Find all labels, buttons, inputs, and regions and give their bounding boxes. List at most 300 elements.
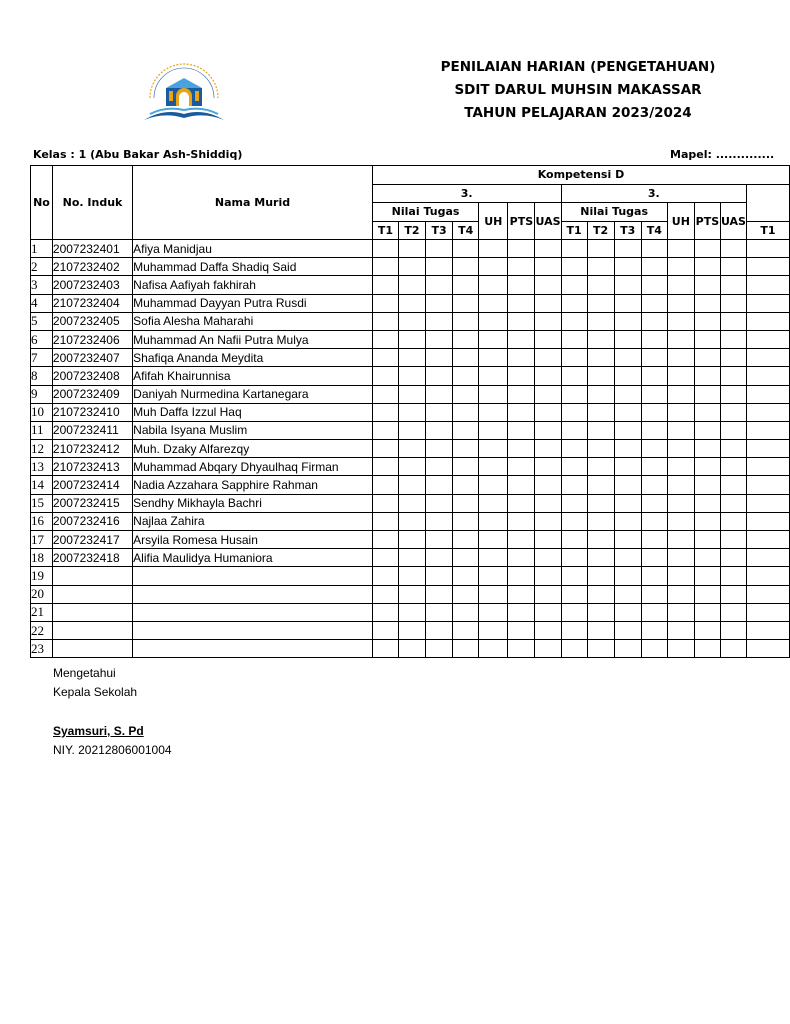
row-no: 21	[31, 603, 53, 621]
grade-cell	[426, 585, 453, 603]
grade-cell	[426, 621, 453, 639]
header-uh-2: UH	[667, 203, 694, 240]
grade-cell	[426, 403, 453, 421]
grade-cell	[426, 349, 453, 367]
grade-cell	[694, 330, 720, 348]
table-row	[31, 640, 790, 658]
grade-cell	[694, 276, 720, 294]
grade-cell	[453, 349, 479, 367]
grade-cell	[426, 512, 453, 530]
grade-cell	[398, 403, 425, 421]
grade-cell	[587, 276, 614, 294]
grade-cell	[561, 440, 587, 458]
grade-cell	[508, 349, 535, 367]
grade-cell	[535, 367, 561, 385]
grade-cell	[746, 512, 789, 530]
grade-cell	[535, 494, 561, 512]
header-t4-a: T4	[453, 221, 479, 240]
grade-cell	[426, 640, 453, 658]
grade-cell	[667, 531, 694, 549]
header-kd-1: 3.	[372, 184, 561, 203]
grade-cell	[641, 640, 667, 658]
grade-cell	[372, 567, 398, 585]
grade-cell	[479, 621, 508, 639]
grade-cell	[453, 403, 479, 421]
grade-cell	[372, 385, 398, 403]
grade-cell	[372, 494, 398, 512]
grade-cell	[587, 349, 614, 367]
grade-cell	[508, 476, 535, 494]
grade-cell	[641, 276, 667, 294]
row-no: 10	[31, 403, 53, 421]
grade-cell	[453, 330, 479, 348]
header-nama: Nama Murid	[133, 166, 373, 240]
table-row	[31, 585, 790, 603]
grade-cell	[479, 585, 508, 603]
grade-cell	[746, 385, 789, 403]
row-no: 18	[31, 549, 53, 567]
grade-cell	[372, 258, 398, 276]
row-student-id: 2007232407	[52, 349, 132, 367]
grade-cell	[508, 276, 535, 294]
grade-cell	[641, 258, 667, 276]
grade-cell	[561, 294, 587, 312]
grade-cell	[479, 603, 508, 621]
grade-cell	[561, 276, 587, 294]
grade-cell	[398, 494, 425, 512]
grade-cell	[426, 476, 453, 494]
header-t2-a: T2	[398, 221, 425, 240]
title-line-1: PENILAIAN HARIAN (PENGETAHUAN)	[440, 59, 716, 75]
grade-cell	[667, 403, 694, 421]
grade-cell	[561, 240, 587, 258]
row-student-id: 2107232410	[52, 403, 132, 421]
grade-cell	[561, 330, 587, 348]
grade-cell	[561, 458, 587, 476]
grade-cell	[694, 640, 720, 658]
grade-cell	[535, 385, 561, 403]
grade-cell	[508, 312, 535, 330]
grade-cell	[453, 458, 479, 476]
row-no: 23	[31, 640, 53, 658]
grade-cell	[479, 330, 508, 348]
grade-cell	[535, 531, 561, 549]
grade-cell	[398, 621, 425, 639]
table-row	[31, 294, 790, 312]
row-student-name: Afiya Manidjau	[133, 240, 373, 258]
class-label: Kelas : 1 (Abu Bakar Ash-Shiddiq)	[33, 148, 243, 161]
row-student-id	[52, 567, 132, 585]
footer-position: Kepala Sekolah	[53, 685, 138, 699]
grade-cell	[614, 549, 641, 567]
grade-cell	[479, 421, 508, 439]
grade-cell	[746, 567, 789, 585]
footer-niy: NIY. 20212806001004	[53, 743, 172, 757]
grade-cell	[426, 549, 453, 567]
grade-cell	[398, 476, 425, 494]
grade-cell	[641, 512, 667, 530]
header-nilai-tugas-2: Nilai Tugas	[561, 203, 667, 222]
grade-cell	[667, 367, 694, 385]
grade-cell	[694, 512, 720, 530]
grade-cell	[614, 240, 641, 258]
grade-cell	[426, 367, 453, 385]
row-no: 14	[31, 476, 53, 494]
grade-cell	[535, 330, 561, 348]
row-no: 17	[31, 531, 53, 549]
table-row	[31, 603, 790, 621]
row-student-name: Muh Daffa Izzul Haq	[133, 403, 373, 421]
grade-cell	[587, 494, 614, 512]
grade-cell	[720, 385, 746, 403]
grade-cell	[535, 312, 561, 330]
table-row	[31, 240, 790, 258]
grade-cell	[372, 330, 398, 348]
grade-cell	[614, 294, 641, 312]
header-t4-b: T4	[641, 221, 667, 240]
grade-cell	[587, 330, 614, 348]
grade-cell	[614, 385, 641, 403]
grade-cell	[426, 240, 453, 258]
table-row	[31, 494, 790, 512]
grade-cell	[398, 367, 425, 385]
grade-cell	[426, 312, 453, 330]
grade-cell	[479, 440, 508, 458]
grade-cell	[561, 258, 587, 276]
row-student-name	[133, 603, 373, 621]
grade-cell	[694, 421, 720, 439]
grade-cell	[587, 367, 614, 385]
grade-cell	[641, 349, 667, 367]
grade-cell	[614, 494, 641, 512]
grade-cell	[694, 603, 720, 621]
grade-cell	[746, 403, 789, 421]
grade-cell	[587, 567, 614, 585]
table-row	[31, 440, 790, 458]
row-student-id: 2007232405	[52, 312, 132, 330]
grade-cell	[508, 458, 535, 476]
grade-cell	[587, 312, 614, 330]
row-student-name	[133, 567, 373, 585]
grade-cell	[479, 294, 508, 312]
grade-cell	[372, 458, 398, 476]
title-line-3: TAHUN PELAJARAN 2023/2024	[464, 105, 692, 121]
table-row	[31, 385, 790, 403]
grade-cell	[720, 312, 746, 330]
grade-cell	[372, 403, 398, 421]
grade-cell	[614, 640, 641, 658]
grade-cell	[508, 258, 535, 276]
grade-cell	[694, 567, 720, 585]
header-kd-3	[746, 184, 789, 203]
grade-cell	[641, 494, 667, 512]
grade-cell	[587, 258, 614, 276]
row-student-name: Nabila Isyana Muslim	[133, 421, 373, 439]
grade-cell	[372, 421, 398, 439]
header-kd-2: 3.	[561, 184, 746, 203]
table-row	[31, 258, 790, 276]
grade-cell	[508, 621, 535, 639]
row-no: 19	[31, 567, 53, 585]
grade-cell	[641, 621, 667, 639]
grade-cell	[535, 258, 561, 276]
row-student-id	[52, 585, 132, 603]
grade-cell	[694, 585, 720, 603]
grade-cell	[694, 385, 720, 403]
grade-cell	[398, 276, 425, 294]
grade-cell	[372, 240, 398, 258]
grade-cell	[720, 640, 746, 658]
grade-cell	[479, 367, 508, 385]
grade-cell	[587, 603, 614, 621]
grade-cell	[667, 258, 694, 276]
grade-cell	[746, 476, 789, 494]
grade-cell	[587, 421, 614, 439]
grade-cell	[398, 549, 425, 567]
grade-cell	[508, 640, 535, 658]
grade-cell	[561, 349, 587, 367]
grade-cell	[426, 603, 453, 621]
header-uas-2: UAS	[720, 203, 746, 240]
grade-cell	[453, 312, 479, 330]
grade-cell	[720, 403, 746, 421]
row-student-id: 2007232409	[52, 385, 132, 403]
grade-cell	[508, 585, 535, 603]
grade-cell	[479, 476, 508, 494]
grade-cell	[453, 385, 479, 403]
row-student-name: Muhammad An Nafii Putra Mulya	[133, 330, 373, 348]
grade-cell	[641, 330, 667, 348]
grade-cell	[614, 367, 641, 385]
grade-cell	[694, 476, 720, 494]
grade-cell	[561, 476, 587, 494]
grade-cell	[561, 585, 587, 603]
grade-cell	[641, 367, 667, 385]
grade-cell	[508, 240, 535, 258]
header-pts-1: PTS	[508, 203, 535, 240]
grade-cell	[508, 440, 535, 458]
grade-cell	[694, 403, 720, 421]
grade-cell	[667, 385, 694, 403]
grade-cell	[398, 512, 425, 530]
grade-cell	[479, 512, 508, 530]
grade-cell	[398, 330, 425, 348]
grade-cell	[667, 312, 694, 330]
grade-cell	[453, 240, 479, 258]
header-pts-2: PTS	[694, 203, 720, 240]
grade-cell	[398, 294, 425, 312]
grade-cell	[535, 458, 561, 476]
grade-cell	[535, 276, 561, 294]
grade-cell	[587, 585, 614, 603]
grade-cell	[587, 512, 614, 530]
grade-cell	[372, 585, 398, 603]
row-no: 6	[31, 330, 53, 348]
grade-cell	[535, 294, 561, 312]
header-nilai-tugas-3	[746, 203, 789, 222]
header-t1-c: T1	[746, 221, 789, 240]
row-student-id: 2007232403	[52, 276, 132, 294]
grade-cell	[641, 240, 667, 258]
table-row	[31, 476, 790, 494]
header-t1-b: T1	[561, 221, 587, 240]
grade-cell	[667, 567, 694, 585]
grade-cell	[746, 258, 789, 276]
row-student-id: 2107232412	[52, 440, 132, 458]
document-title	[420, 56, 736, 125]
title-line-2: SDIT DARUL MUHSIN MAKASSAR	[454, 82, 702, 98]
grade-cell	[453, 512, 479, 530]
grade-cell	[641, 440, 667, 458]
grade-cell	[667, 512, 694, 530]
grade-cell	[508, 385, 535, 403]
grade-cell	[720, 458, 746, 476]
grade-cell	[453, 421, 479, 439]
table-body	[31, 240, 790, 658]
grade-cell	[720, 531, 746, 549]
grade-cell	[667, 549, 694, 567]
grade-cell	[746, 312, 789, 330]
table-row	[31, 621, 790, 639]
grade-cell	[746, 494, 789, 512]
grade-cell	[720, 603, 746, 621]
row-student-id: 2007232418	[52, 549, 132, 567]
grade-cell	[535, 640, 561, 658]
row-student-name: Sofia Alesha Maharahi	[133, 312, 373, 330]
grade-cell	[398, 349, 425, 367]
subject-label: Mapel: ..............	[670, 148, 775, 161]
grade-cell	[426, 531, 453, 549]
grade-cell	[426, 258, 453, 276]
grade-cell	[720, 421, 746, 439]
row-student-name: Muhammad Dayyan Putra Rusdi	[133, 294, 373, 312]
row-student-name: Najlaa Zahira	[133, 512, 373, 530]
row-no: 3	[31, 276, 53, 294]
school-logo	[136, 58, 232, 126]
grade-cell	[720, 330, 746, 348]
grade-cell	[667, 476, 694, 494]
grade-cell	[453, 549, 479, 567]
grade-cell	[453, 640, 479, 658]
row-student-id: 2007232401	[52, 240, 132, 258]
grade-cell	[508, 367, 535, 385]
grade-cell	[479, 567, 508, 585]
grade-cell	[667, 621, 694, 639]
table-row	[31, 512, 790, 530]
row-no: 15	[31, 494, 53, 512]
grade-cell	[746, 276, 789, 294]
grade-cell	[641, 476, 667, 494]
grade-cell	[641, 531, 667, 549]
grade-cell	[453, 494, 479, 512]
grade-cell	[746, 367, 789, 385]
grade-cell	[453, 276, 479, 294]
grade-cell	[535, 349, 561, 367]
grade-cell	[426, 421, 453, 439]
grade-cell	[667, 494, 694, 512]
grade-cell	[746, 621, 789, 639]
grade-cell	[453, 294, 479, 312]
grade-cell	[453, 531, 479, 549]
grade-cell	[535, 621, 561, 639]
grade-cell	[720, 276, 746, 294]
row-student-id	[52, 621, 132, 639]
row-no: 7	[31, 349, 53, 367]
grade-cell	[587, 294, 614, 312]
row-no: 4	[31, 294, 53, 312]
grade-cell	[667, 330, 694, 348]
grade-cell	[535, 240, 561, 258]
row-no: 11	[31, 421, 53, 439]
row-no: 13	[31, 458, 53, 476]
grade-cell	[372, 294, 398, 312]
grade-cell	[479, 403, 508, 421]
grade-cell	[667, 603, 694, 621]
header-uas-1: UAS	[535, 203, 561, 240]
grade-cell	[398, 258, 425, 276]
row-no: 5	[31, 312, 53, 330]
grade-cell	[694, 549, 720, 567]
grade-cell	[561, 312, 587, 330]
row-student-name: Nadia Azzahara Sapphire Rahman	[133, 476, 373, 494]
header-t3-a: T3	[426, 221, 453, 240]
grade-cell	[720, 549, 746, 567]
grade-cell	[479, 549, 508, 567]
grade-cell	[641, 294, 667, 312]
header-uh-1: UH	[479, 203, 508, 240]
grade-cell	[561, 385, 587, 403]
grade-cell	[508, 531, 535, 549]
grade-cell	[479, 349, 508, 367]
row-no: 20	[31, 585, 53, 603]
row-student-id: 2107232413	[52, 458, 132, 476]
grade-cell	[453, 603, 479, 621]
grade-cell	[372, 312, 398, 330]
row-student-id: 2107232406	[52, 330, 132, 348]
grade-cell	[561, 403, 587, 421]
grade-cell	[641, 312, 667, 330]
table-row	[31, 330, 790, 348]
grade-cell	[720, 294, 746, 312]
grade-cell	[372, 531, 398, 549]
grade-cell	[746, 294, 789, 312]
table-row	[31, 367, 790, 385]
grade-cell	[746, 458, 789, 476]
row-no: 12	[31, 440, 53, 458]
grade-cell	[453, 567, 479, 585]
grade-cell	[372, 367, 398, 385]
header-t2-b: T2	[587, 221, 614, 240]
grade-cell	[453, 367, 479, 385]
row-student-name	[133, 621, 373, 639]
grade-cell	[587, 240, 614, 258]
grade-cell	[479, 276, 508, 294]
grade-cell	[667, 585, 694, 603]
row-student-id: 2007232416	[52, 512, 132, 530]
grade-cell	[561, 512, 587, 530]
grade-cell	[720, 440, 746, 458]
grade-cell	[746, 585, 789, 603]
grade-cell	[720, 512, 746, 530]
grade-cell	[641, 603, 667, 621]
grade-cell	[614, 585, 641, 603]
grade-cell	[667, 294, 694, 312]
grade-cell	[587, 440, 614, 458]
grade-cell	[694, 367, 720, 385]
grade-cell	[508, 603, 535, 621]
grade-cell	[746, 549, 789, 567]
grade-cell	[614, 276, 641, 294]
